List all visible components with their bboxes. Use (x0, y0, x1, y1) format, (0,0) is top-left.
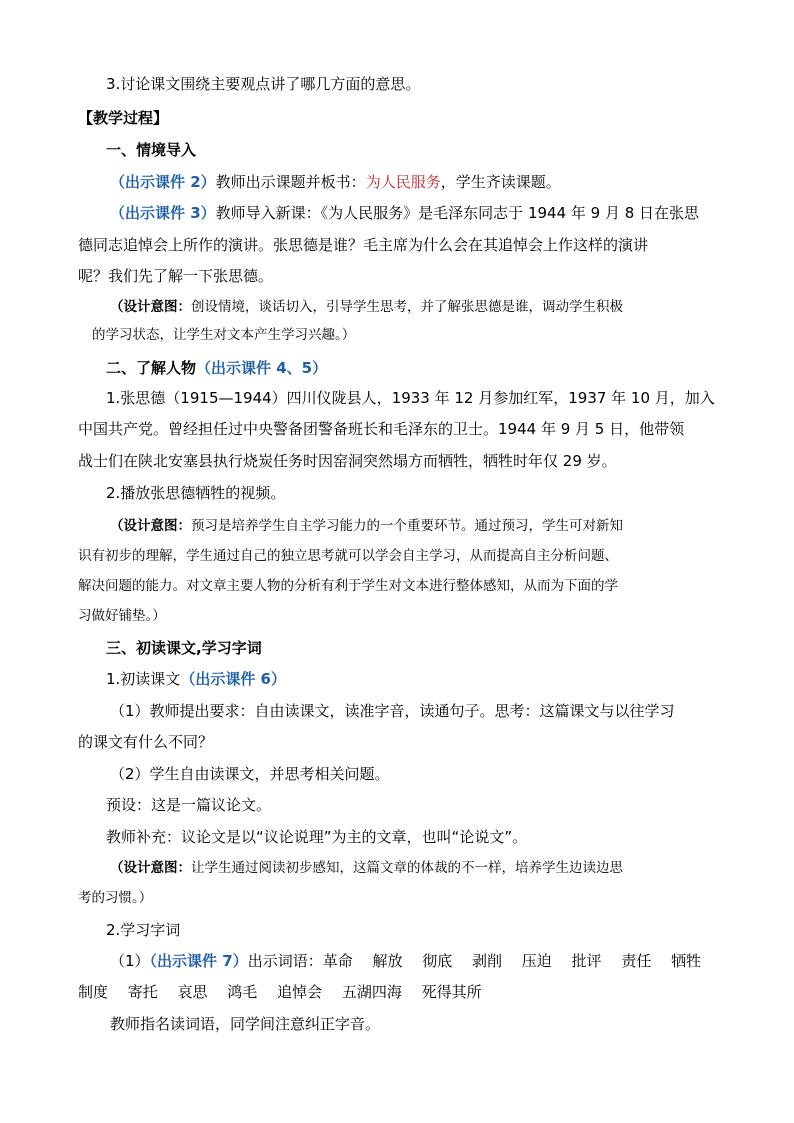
courseware-label: （出示课件 6） (180, 670, 286, 688)
paragraph-line: 呢？我们先了解一下张思德。 (78, 267, 274, 285)
design-intent-label: （设计意图： (110, 299, 191, 315)
paragraph-line (110, 172, 561, 192)
design-intent-note (110, 516, 623, 536)
design-intent-note: 识有初步的理解，学生通过自己的独立思考就可以学会自主学习，从而提高自主分析问题、 (78, 548, 618, 564)
design-intent-note (110, 297, 623, 317)
paragraph-line: 战士们在陕北安塞县执行烧炭任务时因窑洞突然塌方而牺牲，牺牲时年仅 29 岁。 (78, 452, 617, 470)
courseware-label: （出示课件 3） (110, 204, 216, 222)
paragraph-line: 2.学习字词 (106, 921, 181, 939)
text-span: 创设情境，谈话切入，引导学生思考，并了解张思德是谁，调动学生积极 (191, 299, 623, 315)
paragraph-line (110, 203, 699, 223)
text-span: 二、了解人物 (106, 359, 197, 377)
design-intent-note: 考的习惯。） (78, 890, 153, 906)
design-intent-note: 的学习状态，让学生对文本产生学习兴趣。） (92, 327, 356, 343)
objective-item-3: 3.讨论课文围绕主要观点讲了哪几方面的意思。 (106, 75, 421, 93)
design-intent-note (110, 858, 623, 878)
design-intent-note: 解决问题的能力。对文章主要人物的分析有利于学生对文本进行整体感知，从而为下面的学 (78, 578, 618, 594)
text-span: 预习是培养学生自主学习能力的一个重要环节。通过预习，学生可对新知 (191, 518, 623, 534)
design-intent-label: （设计意图： (110, 518, 191, 534)
paragraph-line: （2）学生自由读课文，并思考相关问题。 (110, 765, 390, 783)
step-heading-2 (106, 358, 327, 378)
paragraph-line: 预设：这是一篇议论文。 (106, 796, 272, 814)
courseware-label: （出示课件 4、5） (196, 359, 328, 377)
text-span: 出示词语： (247, 952, 323, 970)
text-span: 教师出示课题并板书： (215, 173, 366, 191)
courseware-label: （出示课件 2） (110, 173, 216, 191)
vocabulary-words: 制度 寄托 哀思 鸿毛 追悼会 五湖四海 死得其所 (78, 983, 482, 1001)
step-heading-3: 三、初读课文,学习字词 (106, 639, 262, 657)
paragraph-line: 教师补充：议论文是以“议论说理”为主的文章，也叫“论说文”。 (106, 828, 528, 846)
paragraph-line: （1）教师提出要求：自由读课文，读准字音，读通句子。思考：这篇课文与以往学习 (110, 702, 675, 720)
courseware-label: （出示课件 7） (149, 952, 248, 970)
paragraph-line: 教师指名读词语，同学间注意纠正字音。 (110, 1015, 381, 1033)
paragraph-line: 1.张思德（1915—1944）四川仪陇县人，1933 年 12 月参加红军，1937 年 10 月，加入 (106, 389, 715, 407)
paragraph-line: 的课文有什么不同？ (78, 733, 214, 751)
paragraph-line (106, 669, 286, 689)
paragraph-line: 德同志追悼会上所作的演讲。张思德是谁？毛主席为什么会在其追悼会上作这样的演讲 (78, 236, 649, 254)
section-heading-teaching-process: 【教学过程】 (78, 109, 169, 127)
text-span: 教师导入新课：《为人民服务》是毛泽东同志于 1944 年 9 月 8 日在张思 (215, 204, 700, 222)
vocabulary-words: 革命 解放 彻底 剥削 压迫 批评 责任 牺牲 (322, 952, 702, 970)
step-heading-1: 一、情境导入 (106, 141, 197, 159)
design-intent-label: （设计意图： (110, 860, 191, 876)
text-span: ，学生齐读课题。 (440, 173, 561, 191)
paragraph-line: 2.播放张思德牺牲的视频。 (106, 484, 286, 502)
paragraph-line: 中国共产党。曾经担任过中央警备团警备班长和毛泽东的卫士。1944 年 9 月 5 日，他带领 (78, 420, 685, 438)
text-span: （1） (110, 952, 150, 970)
text-span: 让学生通过阅读初步感知，这篇文章的体裁的不一样，培养学生边读边思 (191, 860, 623, 876)
lesson-title-highlight: 为人民服务 (365, 173, 441, 191)
design-intent-note: 习做好铺垫。） (78, 608, 166, 624)
text-span: 1.初读课文 (106, 670, 181, 688)
vocabulary-line (110, 951, 701, 971)
